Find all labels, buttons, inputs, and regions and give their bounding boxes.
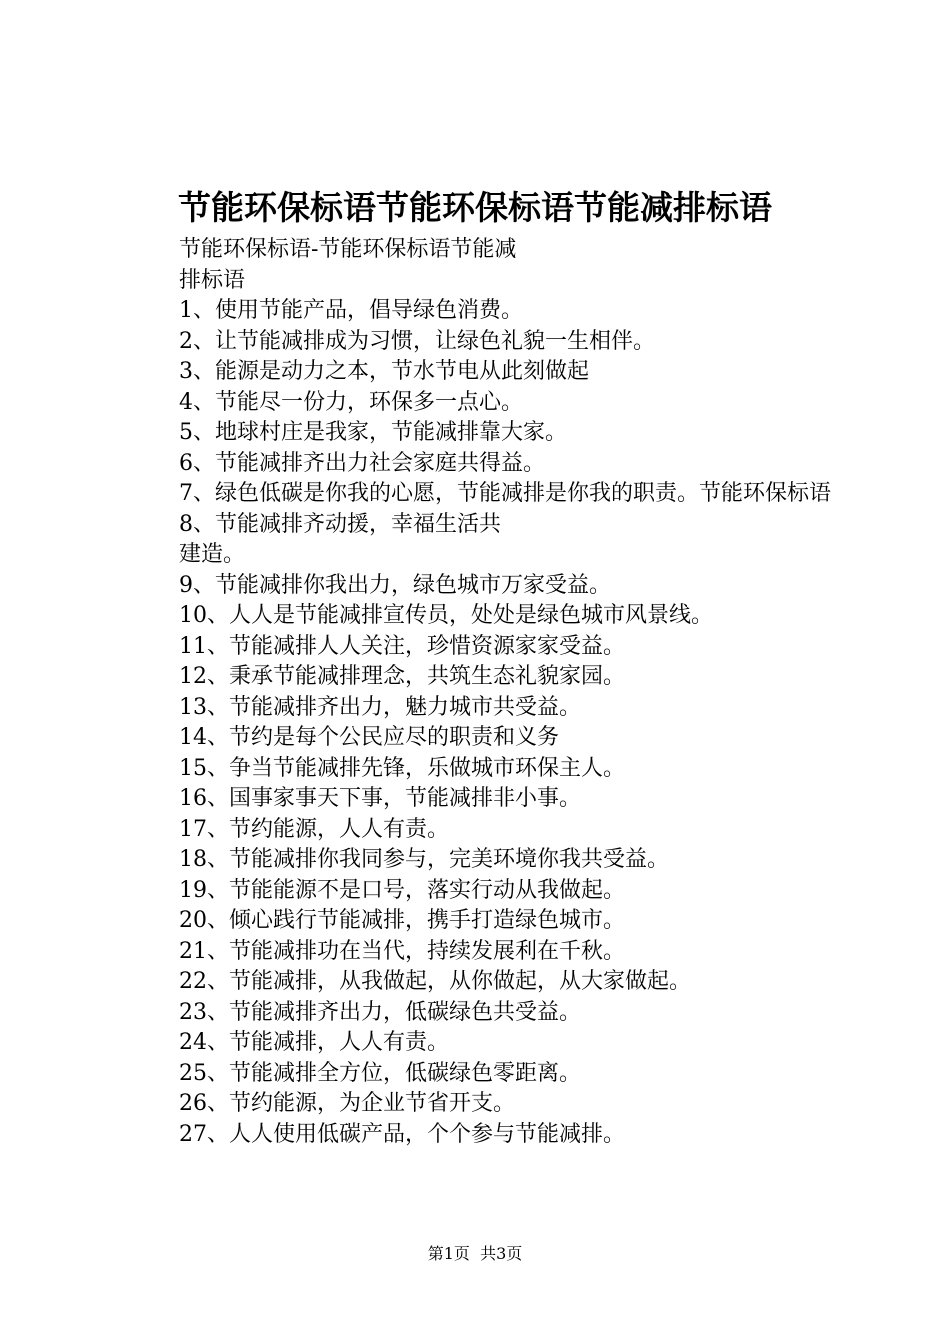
list-item: 23、节能减排齐出力，低碳绿色共受益。 — [179, 999, 581, 1025]
list-item: 25、节能减排全方位，低碳绿色零距离。 — [179, 1060, 581, 1086]
list-item: 19、节能能源不是口号，落实行动从我做起。 — [179, 877, 625, 903]
list-item: 1、使用节能产品，倡导绿色消费。 — [179, 298, 523, 323]
intro-line: 排标语 — [179, 267, 246, 293]
list-item: 20、倾心践行节能减排，携手打造绿色城市。 — [179, 908, 625, 933]
list-item: 21、节能减排功在当代，持续发展利在千秋。 — [179, 938, 625, 964]
list-item: 8、节能减排齐动援，幸福生活共 — [179, 511, 501, 537]
list-item: 14、节约是每个公民应尽的职责和义务 — [179, 725, 559, 750]
list-item: 10、人人是节能减排宣传员，处处是绿色城市风景线。 — [179, 603, 713, 628]
list-item: 2、让节能减排成为习惯，让绿色礼貌一生相伴。 — [179, 328, 655, 354]
list-item: 16、国事家事天下事，节能减排非小事。 — [179, 786, 581, 811]
list-item: 12、秉承节能减排理念，共筑生态礼貌家园。 — [179, 664, 625, 689]
list-item: 7、绿色低碳是你我的心愿，节能减排是你我的职责。节能环保标语 — [179, 481, 831, 506]
list-item: 15、争当节能减排先锋，乐做城市环保主人。 — [179, 755, 625, 781]
list-item: 5、地球村庄是我家，节能减排靠大家。 — [179, 420, 567, 445]
list-item: 9、节能减排你我出力，绿色城市万家受益。 — [179, 572, 611, 598]
list-item: 3、能源是动力之本，节水节电从此刻做起 — [179, 359, 589, 384]
document-title: 节能环保标语节能环保标语节能减排标语 — [178, 188, 772, 227]
list-item: 6、节能减排齐出力社会家庭共得益。 — [179, 450, 545, 476]
list-item: 24、节能减排，人人有责。 — [179, 1030, 449, 1055]
document-body — [128, 235, 838, 1150]
list-item: 13、节能减排齐出力，魅力城市共受益。 — [179, 694, 581, 720]
list-item: 4、节能尽一份力，环保多一点心。 — [179, 389, 523, 415]
list-item: 22、节能减排，从我做起，从你做起，从大家做起。 — [179, 969, 691, 994]
list-item: 建造。 — [179, 542, 246, 567]
intro-line: 节能环保标语-节能环保标语节能减 — [179, 237, 517, 262]
list-item: 18、节能减排你我同参与，完美环境你我共受益。 — [179, 847, 669, 872]
page-number: 第1页 共3页 — [427, 1244, 523, 1263]
page-footer — [0, 1244, 950, 1264]
list-item: 26、节约能源，为企业节省开支。 — [179, 1091, 515, 1116]
list-item: 27、人人使用低碳产品，个个参与节能减排。 — [179, 1121, 625, 1147]
list-item: 17、节约能源，人人有责。 — [179, 816, 449, 842]
list-item: 11、节能减排人人关注，珍惜资源家家受益。 — [179, 633, 625, 659]
